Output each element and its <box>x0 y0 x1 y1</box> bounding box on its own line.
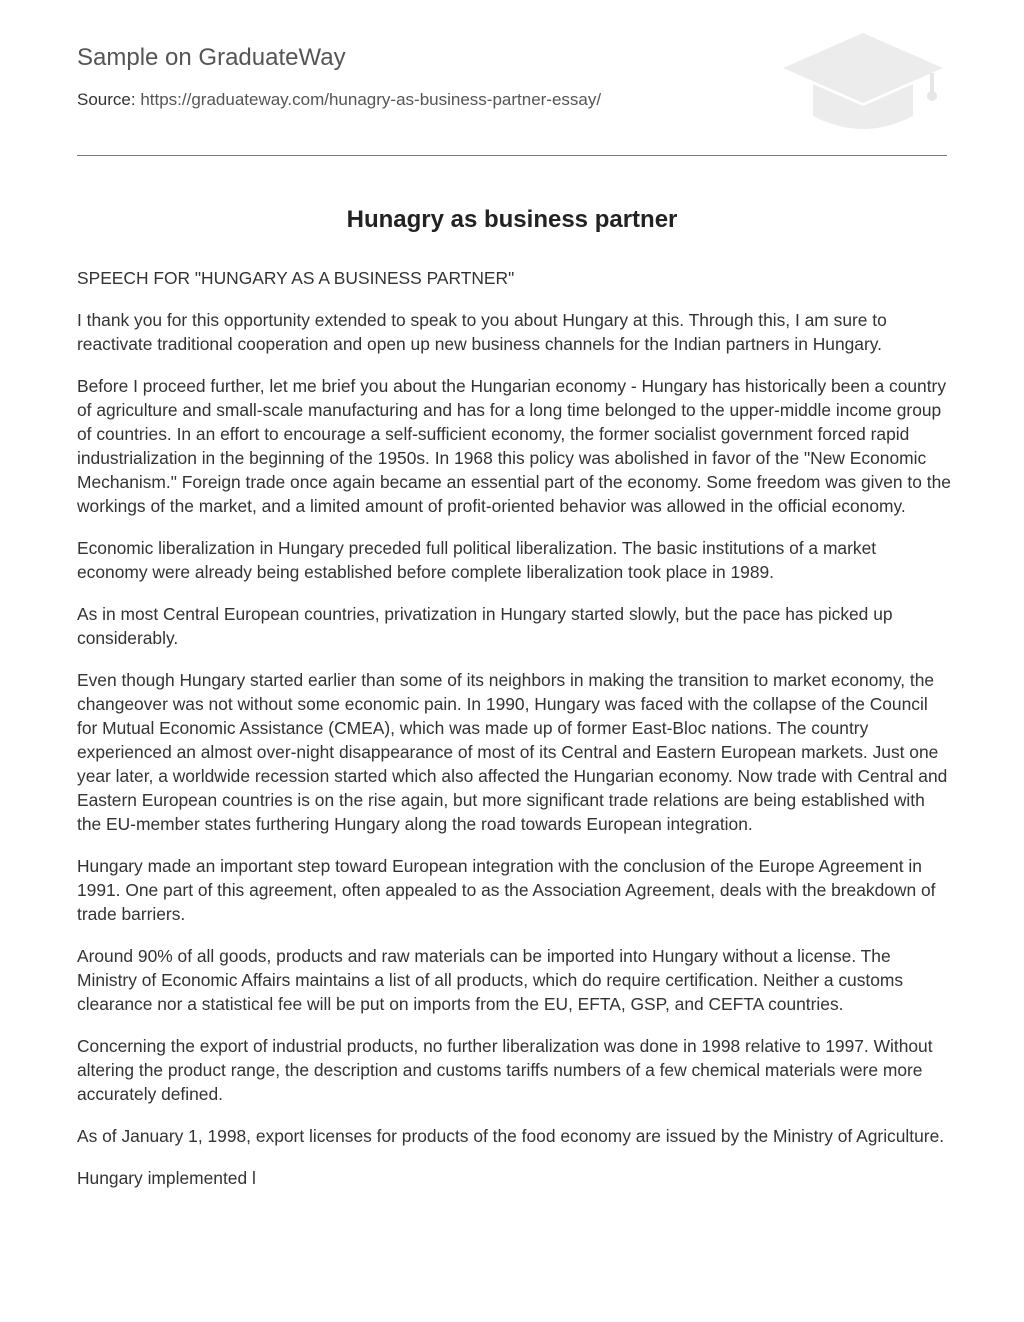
article-paragraph: Concerning the export of industrial products, no further liberalization was done in 1998 relative to 1997. Without altering the product range, the description and customs tariffs numbers of a few chemical materials were more accurately defined. <box>77 1036 933 1104</box>
article-paragraph: As of January 1, 1998, export licenses for products of the food economy are issued by the Ministry of Agriculture. <box>77 1126 945 1146</box>
article-title: Hunagry as business partner <box>346 206 678 233</box>
article-paragraph: SPEECH FOR "HUNGARY AS A BUSINESS PARTNER" <box>77 268 515 288</box>
graduation-cap-icon <box>780 30 946 134</box>
source-label: Source: <box>77 90 141 109</box>
article-paragraph: Economic liberalization in Hungary preceded full political liberalization. The basic institutions of a market economy were already being established before complete liberalization took place in 1989. <box>77 538 877 582</box>
source-link[interactable]: https://graduateway.com/hunagry-as-business-partner-essay/ <box>140 90 602 109</box>
article-paragraph: Even though Hungary started earlier than some of its neighbors in making the transition to market economy, the changeover was not without some economic pain. In 1990, Hungary was faced with the collapse of the Council for Mutual Economic Assistance (CMEA), which was made up of former East-Bloc nations. The country experienced an almost over-night disappearance of most of its Central and Eastern European markets. Just one year later, a worldwide recession started which also affected the Hungarian economy. Now trade with Central and Eastern European countries is on the rise again, but more significant trade relations are being established with the EU-member states furthering Hungary along the road towards European integration. <box>77 670 948 834</box>
article-paragraph: Hungary made an important step toward European integration with the conclusion of the Europe Agreement in 1991. One part of this agreement, often appealed to as the Association Agreement, deals with the breakdown of trade barriers. <box>77 856 936 924</box>
page-header <box>77 0 947 156</box>
article-paragraph: Before I proceed further, let me brief you about the Hungarian economy - Hungary has historically been a country of agriculture and small-scale manufacturing and has for a long time belonged to the upper-middle income group of countries. In an effort to encourage a self-sufficient economy, the former socialist government forced rapid industrialization in the beginning of the 1950s. In 1968 this policy was abolished in favor of the "New Economic Mechanism." Foreign trade once again became an essential part of the economy. Some freedom was given to the workings of the market, and a limited amount of profit-oriented behavior was allowed in the official economy. <box>77 376 951 516</box>
header-divider <box>77 155 947 156</box>
source-line <box>77 90 601 110</box>
article-body <box>77 266 951 1208</box>
article-paragraph: Around 90% of all goods, products and raw materials can be imported into Hungary without a license. The Ministry of Economic Affairs maintains a list of all products, which do require certification. Neither a customs clearance nor a statistical fee will be put on imports from the EU, EFTA, GSP, and CEFTA countries. <box>77 946 904 1014</box>
article-paragraph: Hungary implemented l <box>77 1168 256 1188</box>
article-paragraph: I thank you for this opportunity extended to speak to you about Hungary at this. Through this, I am sure to reactivate traditional cooperation and open up new business channels for the Indian partners in Hungary. <box>77 310 887 354</box>
article-paragraph: As in most Central European countries, privatization in Hungary started slowly, but the pace has picked up considerably. <box>77 604 893 648</box>
site-title: Sample on GraduateWay <box>77 44 346 71</box>
